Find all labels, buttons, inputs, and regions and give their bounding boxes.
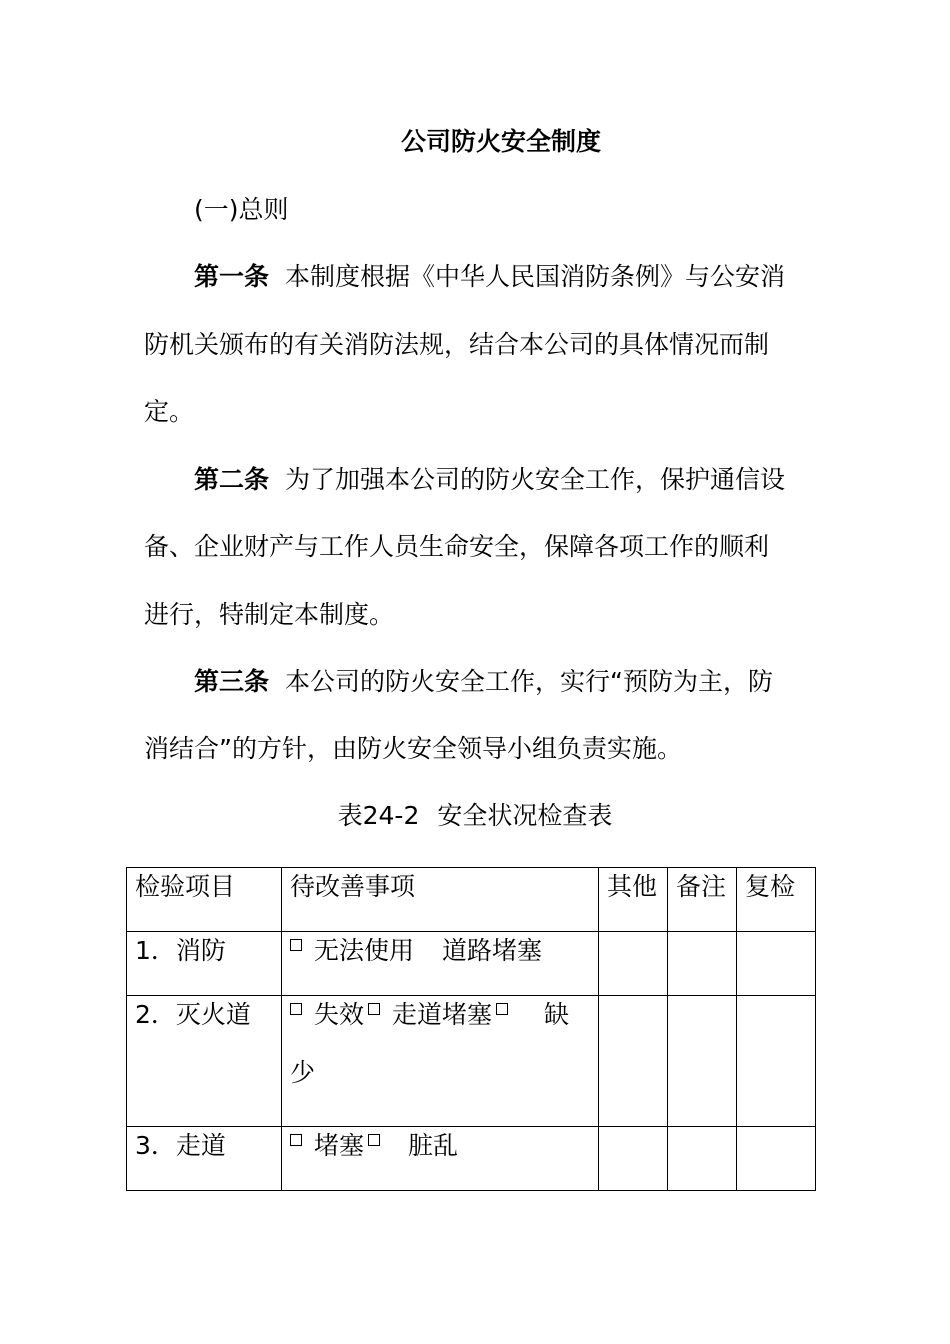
- row-3-option-2: 脏乱: [408, 1131, 459, 1160]
- row-1-option-1: 无法使用: [314, 936, 415, 965]
- article-3-line-1: [194, 664, 773, 700]
- row-3-remarks: [668, 1127, 737, 1191]
- row-2-continuation: 少: [290, 1058, 316, 1087]
- article-1-text-1: 本制度根据《中华人民国消防条例》与公安消: [285, 262, 786, 291]
- row-2-issues: [282, 996, 599, 1127]
- table-caption-number: 表24-2: [337, 801, 420, 830]
- row-2-item: 2．灭火道: [127, 996, 282, 1127]
- article-2-line-2: 备、企业财产与工作人员生命安全，保障各项工作的顺利: [144, 532, 770, 561]
- row-2-remarks: [668, 996, 737, 1127]
- row-3-issues: [282, 1127, 599, 1191]
- safety-checklist-table: [126, 867, 816, 1191]
- row-2-other: [599, 996, 668, 1127]
- checkbox-icon[interactable]: [290, 939, 302, 951]
- article-3-line-2: 消结合”的方针，由防火安全领导小组负责实施。: [144, 734, 682, 763]
- table-caption: [0, 798, 950, 834]
- document-title: 公司防火安全制度: [400, 127, 601, 156]
- article-2-line-1: [194, 462, 785, 498]
- header-cell-recheck: 复检: [737, 868, 816, 932]
- article-1-line-1: [194, 259, 785, 295]
- checkbox-icon[interactable]: [368, 1003, 380, 1015]
- article-1-label: 第一条: [194, 262, 270, 291]
- row-1-other: [599, 932, 668, 996]
- row-1-option-2: 道路堵塞: [442, 936, 543, 965]
- checkbox-icon[interactable]: [290, 1134, 302, 1146]
- row-3-option-1: 堵塞: [314, 1131, 365, 1160]
- table-row: [127, 1127, 816, 1191]
- table-header-row: [127, 868, 816, 932]
- row-2-option-3: 缺: [544, 1000, 570, 1029]
- article-1-line-2: 防机关颁布的有关消防法规，结合本公司的具体情况而制: [144, 330, 770, 359]
- row-1-remarks: [668, 932, 737, 996]
- header-cell-item: 检验项目: [127, 868, 282, 932]
- row-1-recheck: [737, 932, 816, 996]
- article-2-text-1: 为了加强本公司的防火安全工作，保护通信设: [285, 465, 786, 494]
- table-caption-title: 安全状况检查表: [437, 801, 613, 830]
- row-1-issues: [282, 932, 599, 996]
- section-heading: (一)总则: [194, 195, 289, 224]
- header-cell-remarks: 备注: [668, 868, 737, 932]
- article-1-line-3: 定。: [144, 397, 195, 426]
- table-row: [127, 932, 816, 996]
- article-3-label: 第三条: [194, 667, 270, 696]
- checkbox-icon[interactable]: [496, 1003, 508, 1015]
- row-3-item: 3．走道: [127, 1127, 282, 1191]
- row-2-option-2: 走道堵塞: [392, 1000, 493, 1029]
- checkbox-icon[interactable]: [368, 1134, 380, 1146]
- row-1-item: 1．消防: [127, 932, 282, 996]
- row-3-other: [599, 1127, 668, 1191]
- article-3-text-1: 本公司的防火安全工作，实行“预防为主，防: [285, 667, 773, 696]
- row-2-option-1: 失效: [314, 1000, 365, 1029]
- checkbox-icon[interactable]: [290, 1003, 302, 1015]
- table-row: [127, 996, 816, 1127]
- article-2-label: 第二条: [194, 465, 270, 494]
- row-3-recheck: [737, 1127, 816, 1191]
- article-2-line-3: 进行，特制定本制度。: [144, 600, 395, 629]
- header-cell-issues: 待改善事项: [282, 868, 599, 932]
- header-cell-other: 其他: [599, 868, 668, 932]
- row-2-recheck: [737, 996, 816, 1127]
